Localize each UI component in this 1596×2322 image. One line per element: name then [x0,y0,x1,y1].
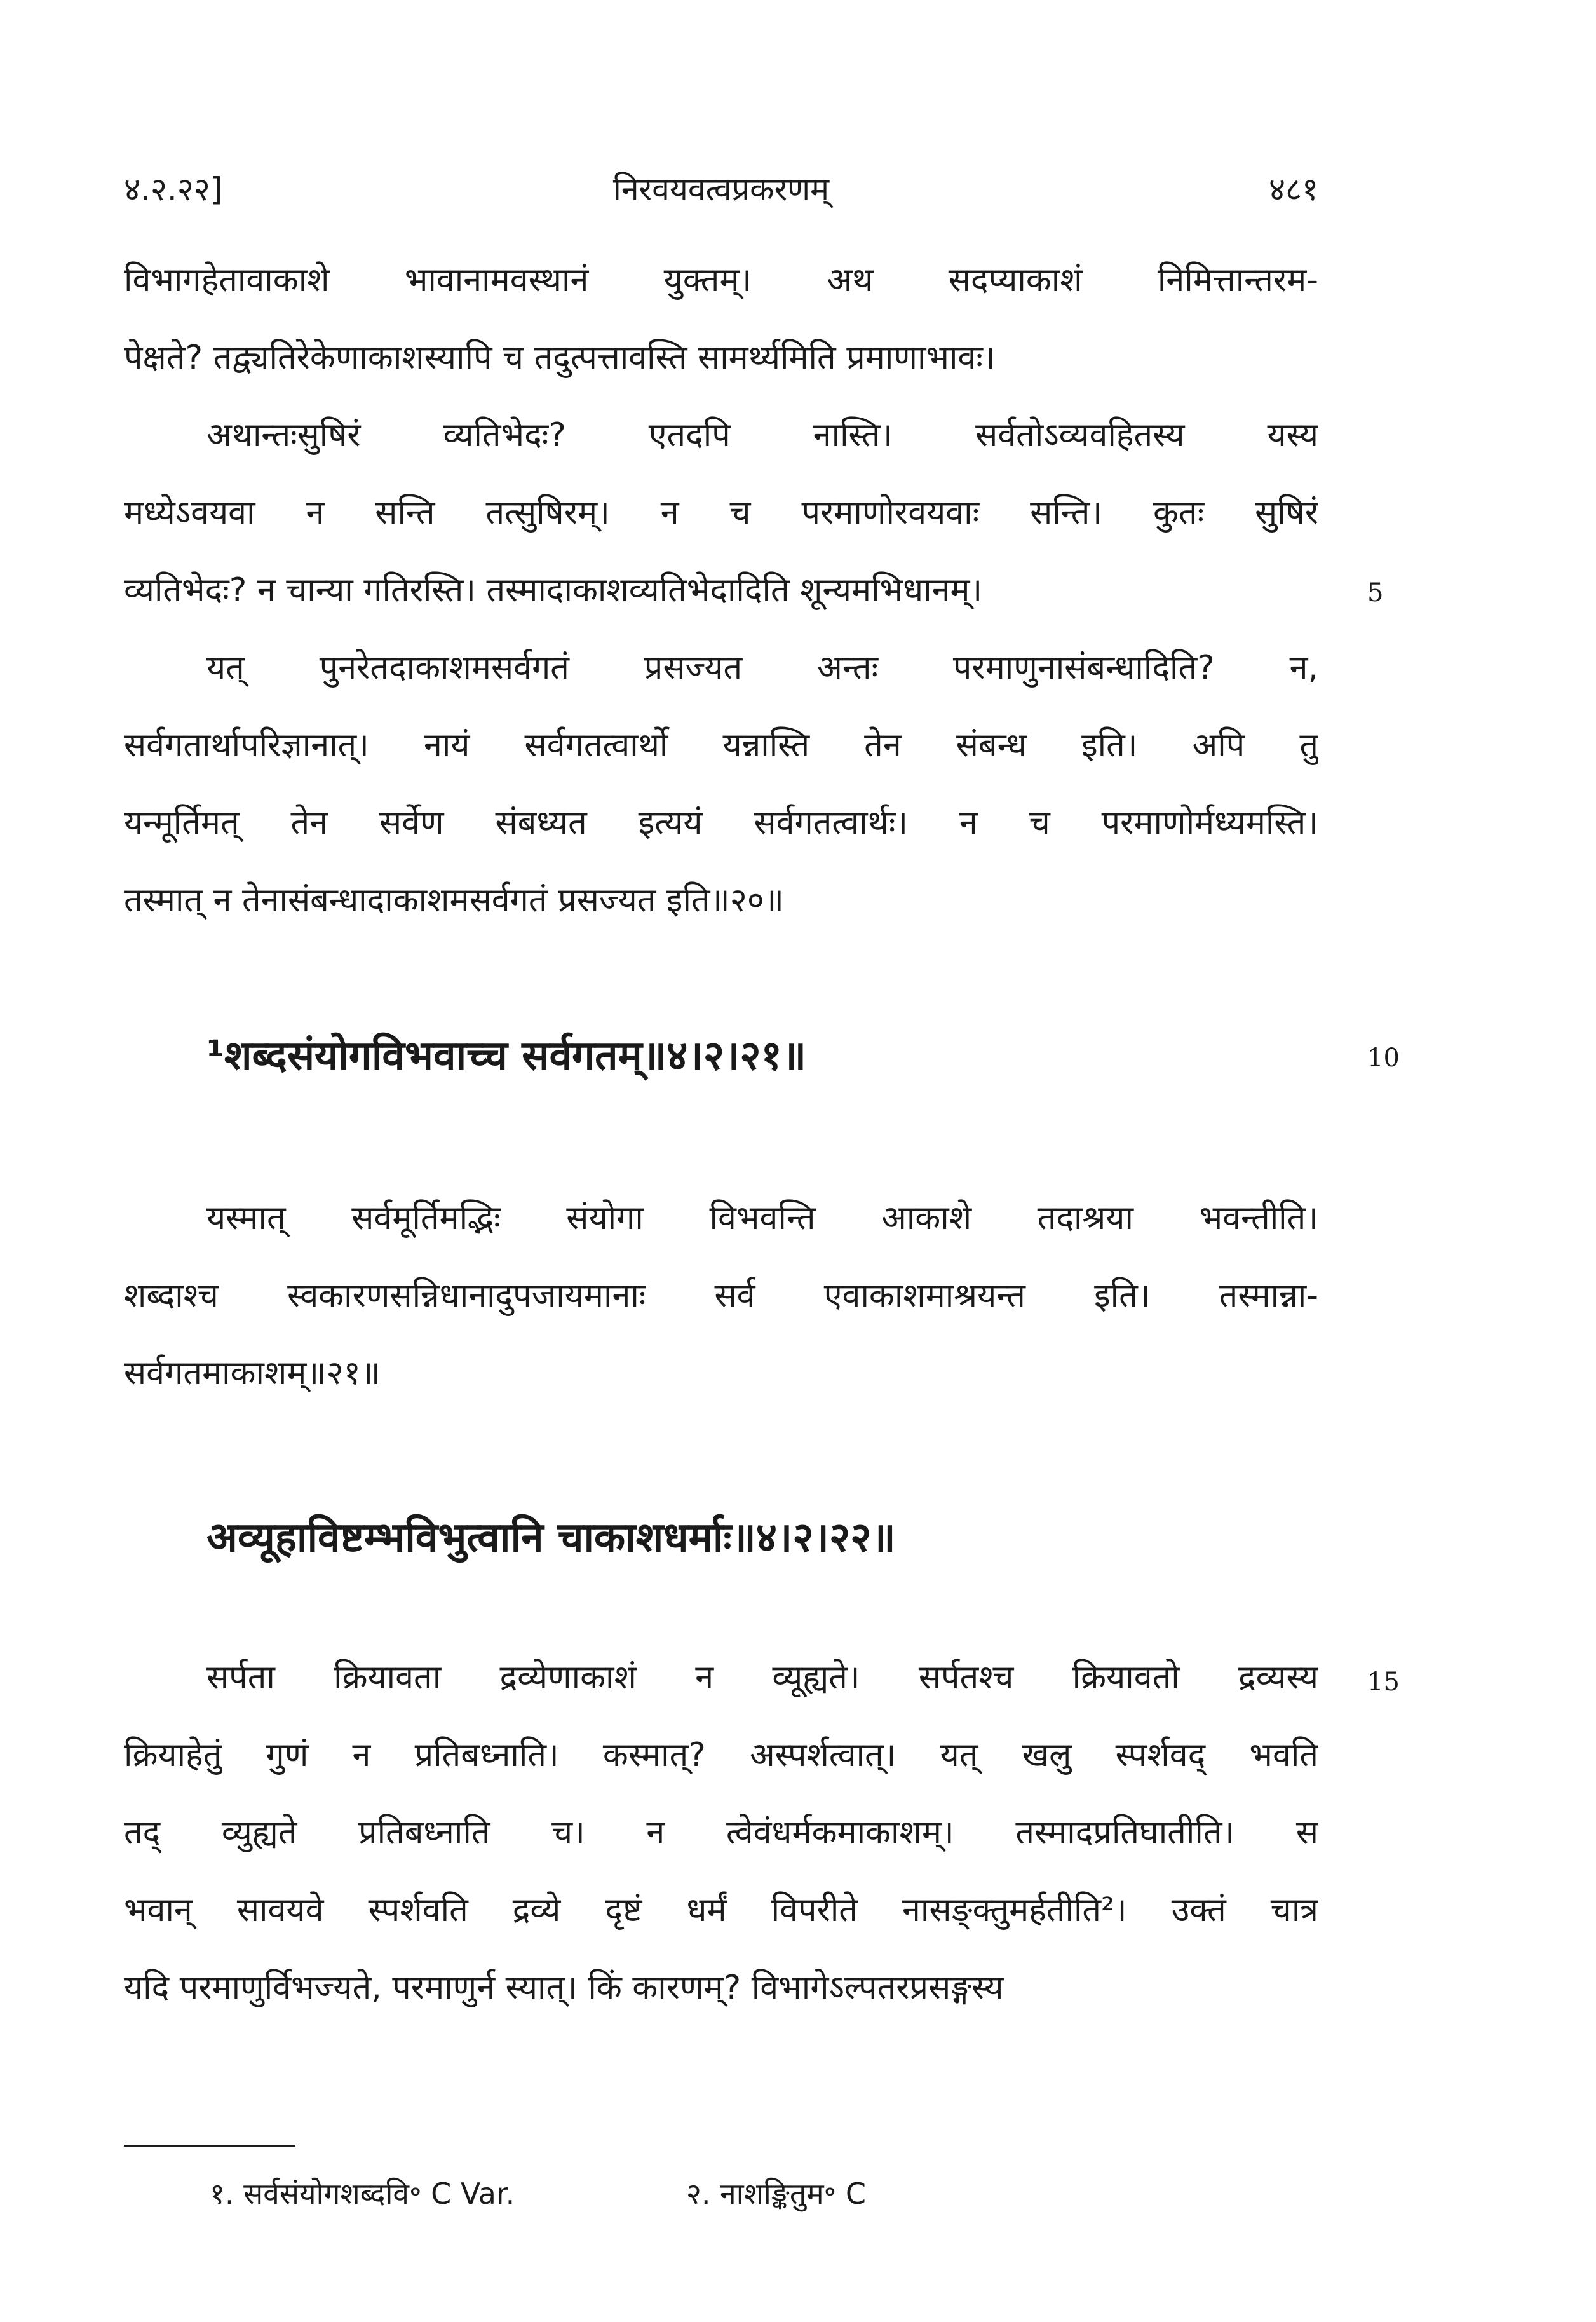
text-line: यस्मात् सर्वमूर्तिमद्भिः संयोगा विभवन्ति आकाशे तदाश्रया भवन्तीति। [206,1199,1318,1237]
footnote-1: १. सर्वसंयोगशब्दवि॰ C Var. [210,2176,515,2211]
text-line: तस्मात् न तेनासंबन्धादाकाशमसर्वगतं प्रसज्यत इति॥२०॥ [124,881,784,920]
page-number: ४८१ [1269,171,1318,208]
section-reference: ४.२.२२] [124,171,223,208]
text-line: तद् व्युह्यते प्रतिबध्नाति च। न त्वेवंधर्मकमाकाशम्। तस्मादप्रतिघातीति। स [124,1814,1318,1852]
text-line: व्यतिभेदः? न चान्या गतिरस्ति। तस्मादाकाशव्यतिभेदादिति शून्यमभिधानम्। [124,571,983,609]
text-line: अथान्तःसुषिरं व्यतिभेदः? एतदपि नास्ति। सर्वतोऽव्यवहितस्य यस्य [206,416,1318,454]
text-line: पेक्षते? तद्व्यतिरेकेणाकाशस्यापि च तदुत्पत्तावस्ति सामर्थ्यमिति प्रमाणाभावः। [124,339,996,377]
footnote-rule [124,2145,295,2147]
text-line: यदि परमाणुर्विभज्यते, परमाणुर्न स्यात्। किं कारणम्? विभागेऽल्पतरप्रसङ्गस्य [124,1969,1004,2007]
text-line: विभागहेतावाकाशे भावानामवस्थानं युक्तम्। अथ सदप्याकाशं निमित्तान्तरम- [124,261,1318,299]
text-line: सर्पता क्रियावता द्रव्येणाकाशं न व्यूह्यते। सर्पतश्च क्रियावतो द्रव्यस्य [206,1659,1318,1697]
text-line: भवान् सावयवे स्पर्शवति द्रव्ये दृष्टं धर्मं विपरीते नासङ्क्तुमर्हतीति²। उक्तं चात्र [124,1891,1318,1929]
text-line: शब्दाश्च स्वकारणसन्निधानादुपजायमानाः सर्व एवाकाशमाश्रयन्त इति। तस्मान्ना- [124,1277,1318,1315]
text-line: मध्येऽवयवा न सन्ति तत्सुषिरम्। न च परमाणोरवयवाः सन्ति। कुतः सुषिरं [124,494,1318,532]
text-line: सर्वगतमाकाशम्॥२१॥ [124,1354,381,1392]
line-number-5: 5 [1367,578,1384,608]
text-line: यत् पुनरेतदाकाशमसर्वगतं प्रसज्यत अन्तः परमाणुनासंबन्धादिति? न, [206,649,1318,687]
sutra-heading-21: ¹शब्दसंयोगविभवाच्च सर्वगतम्॥४।२।२१॥ [206,1033,807,1080]
chapter-title: निरवयवत्वप्रकरणम् [612,171,830,208]
text-line: सर्वगतार्थापरिज्ञानात्। नायं सर्वगतत्वार्थो यन्नास्ति तेन संबन्ध इति। अपि तु [124,726,1318,764]
text-line: क्रियाहेतुं गुणं न प्रतिबध्नाति। कस्मात्? अस्पर्शत्वात्। यत् खलु स्पर्शवद् भवति [124,1736,1318,1774]
running-header [124,166,1318,211]
sutra-heading-22: अव्यूहाविष्टम्भविभुत्वानि चाकाशधर्माः॥४।२।२२॥ [206,1514,896,1561]
text-line: यन्मूर्तिमत् तेन सर्वेण संबध्यत इत्ययं सर्वगतत्वार्थः। न च परमाणोर्मध्यमस्ति। [124,804,1318,842]
line-number-10: 10 [1367,1043,1400,1073]
line-number-15: 15 [1367,1667,1400,1697]
footnote-2: २. नाशङ्कितुम॰ C [686,2176,866,2211]
